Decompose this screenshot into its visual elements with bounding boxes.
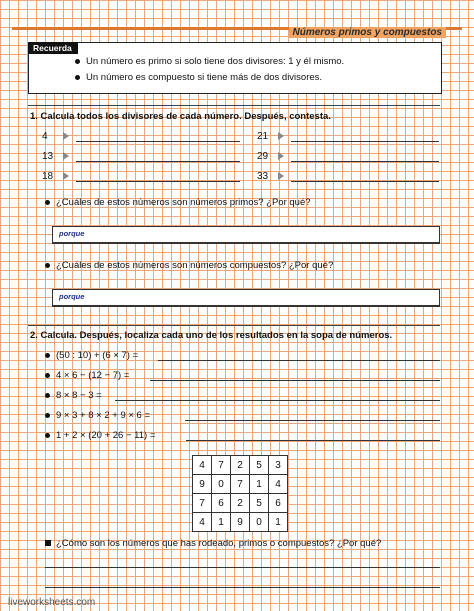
rule-composite-text: Un número es compuesto si tiene más de dos divisores. xyxy=(86,72,323,83)
operation-1 xyxy=(45,350,138,361)
bullet-icon xyxy=(75,59,80,64)
grid-cell[interactable]: 9 xyxy=(193,475,212,494)
grid-cell[interactable]: 9 xyxy=(231,513,250,532)
arrow-icon xyxy=(63,132,69,140)
bullet-icon xyxy=(45,433,50,438)
grid-cell[interactable]: 3 xyxy=(269,456,288,475)
grid-row xyxy=(193,494,288,513)
grid-cell[interactable]: 0 xyxy=(212,475,231,494)
grid-cell[interactable]: 4 xyxy=(269,475,288,494)
operation-2 xyxy=(45,370,129,381)
grid-cell[interactable]: 2 xyxy=(231,456,250,475)
grid-cell[interactable]: 4 xyxy=(193,456,212,475)
operation-1-answer[interactable] xyxy=(158,360,440,361)
grid-row xyxy=(193,475,288,494)
rule-composite xyxy=(75,72,322,83)
grid-cell[interactable]: 7 xyxy=(231,475,250,494)
grid-cell[interactable]: 0 xyxy=(250,513,269,532)
bullet-icon xyxy=(45,353,50,358)
divisors-answer-29[interactable] xyxy=(291,161,439,162)
grid-cell[interactable]: 1 xyxy=(212,513,231,532)
grid-cell[interactable]: 6 xyxy=(212,494,231,513)
grid-cell[interactable]: 1 xyxy=(250,475,269,494)
bullet-icon xyxy=(45,263,50,268)
section-divider xyxy=(28,105,440,106)
question-primes-text: ¿Cuáles de estos números son números primos? ¿Por qué? xyxy=(56,197,311,208)
grid-cell[interactable]: 1 xyxy=(269,513,288,532)
recuerda-box xyxy=(28,42,442,94)
number-search-grid xyxy=(192,455,288,532)
bullet-icon xyxy=(45,413,50,418)
operation-2-answer[interactable] xyxy=(150,380,440,381)
operation-3 xyxy=(45,390,102,401)
operation-2-text: 4 × 6 − (12 − 7) = xyxy=(56,370,130,381)
rule-prime xyxy=(75,56,344,67)
footer-watermark: liveworksheets.com xyxy=(8,597,96,608)
arrow-icon xyxy=(278,172,284,180)
operation-5-answer[interactable] xyxy=(186,440,440,441)
exercise-1-title: 1. Calcula todos los divisores de cada número. Después, contesta. xyxy=(30,111,331,122)
divisors-answer-33[interactable] xyxy=(291,181,439,182)
bullet-icon xyxy=(45,200,50,205)
question-composites xyxy=(45,260,333,271)
grid-cell[interactable]: 2 xyxy=(231,494,250,513)
recuerda-tag: Recuerda xyxy=(28,42,78,54)
operation-4-answer[interactable] xyxy=(185,420,440,421)
grid-row xyxy=(193,456,288,475)
composites-answer-box[interactable] xyxy=(52,289,440,307)
arrow-icon xyxy=(278,132,284,140)
rule-prime-text: Un número es primo si solo tiene dos divisores: 1 y él mismo. xyxy=(86,56,345,67)
bullet-icon xyxy=(45,373,50,378)
grid-cell[interactable]: 5 xyxy=(250,456,269,475)
arrow-icon xyxy=(278,152,284,160)
question-circled-text: ¿Cómo son los números que has rodeado, primos o compuestos? ¿Por qué? xyxy=(56,538,382,549)
exercise-2-title: 2. Calcula. Después, localiza cada uno de los resultados en la sopa de números. xyxy=(30,330,393,341)
number-left-2: 13 xyxy=(42,151,54,162)
section-divider xyxy=(28,325,440,326)
arrow-icon xyxy=(63,172,69,180)
operation-4-text: 9 × 3 + 8 × 2 + 9 × 6 = xyxy=(56,410,151,421)
question-primes xyxy=(45,197,311,208)
operation-3-text: 8 × 8 − 3 = xyxy=(56,390,102,401)
square-bullet-icon xyxy=(45,540,51,546)
grid-row xyxy=(193,513,288,532)
operation-5-text: 1 + 2 × (20 + 26 − 11) = xyxy=(56,430,156,441)
bullet-icon xyxy=(45,393,50,398)
bullet-icon xyxy=(75,75,80,80)
question-circled xyxy=(45,538,381,549)
number-right-2: 29 xyxy=(257,151,269,162)
operation-1-text: (50 : 10) + (6 × 7) = xyxy=(56,350,139,361)
answer-box-label: porque xyxy=(59,229,85,238)
number-right-1: 21 xyxy=(257,131,269,142)
grid-cell[interactable]: 7 xyxy=(212,456,231,475)
divisors-answer-13[interactable] xyxy=(76,161,240,162)
number-left-3: 18 xyxy=(42,171,54,182)
grid-cell[interactable]: 6 xyxy=(269,494,288,513)
grid-cell[interactable]: 7 xyxy=(193,494,212,513)
question-composites-text: ¿Cuáles de estos números son números compuestos? ¿Por qué? xyxy=(56,260,334,271)
number-left-1: 4 xyxy=(42,131,48,142)
answer-box-label: porque xyxy=(59,292,85,301)
divisors-answer-4[interactable] xyxy=(76,141,240,142)
divisors-answer-18[interactable] xyxy=(76,181,240,182)
operation-5 xyxy=(45,430,155,441)
operation-3-answer[interactable] xyxy=(115,400,440,401)
number-right-3: 33 xyxy=(257,171,269,182)
grid-cell[interactable]: 4 xyxy=(193,513,212,532)
primes-answer-box[interactable] xyxy=(52,226,440,244)
page-title: Números primos y compuestos xyxy=(289,27,446,38)
operation-4 xyxy=(45,410,150,421)
grid-cell[interactable]: 5 xyxy=(250,494,269,513)
arrow-icon xyxy=(63,152,69,160)
divisors-answer-21[interactable] xyxy=(291,141,439,142)
circled-answer-line-2[interactable] xyxy=(45,587,440,588)
circled-answer-line-1[interactable] xyxy=(45,567,440,568)
